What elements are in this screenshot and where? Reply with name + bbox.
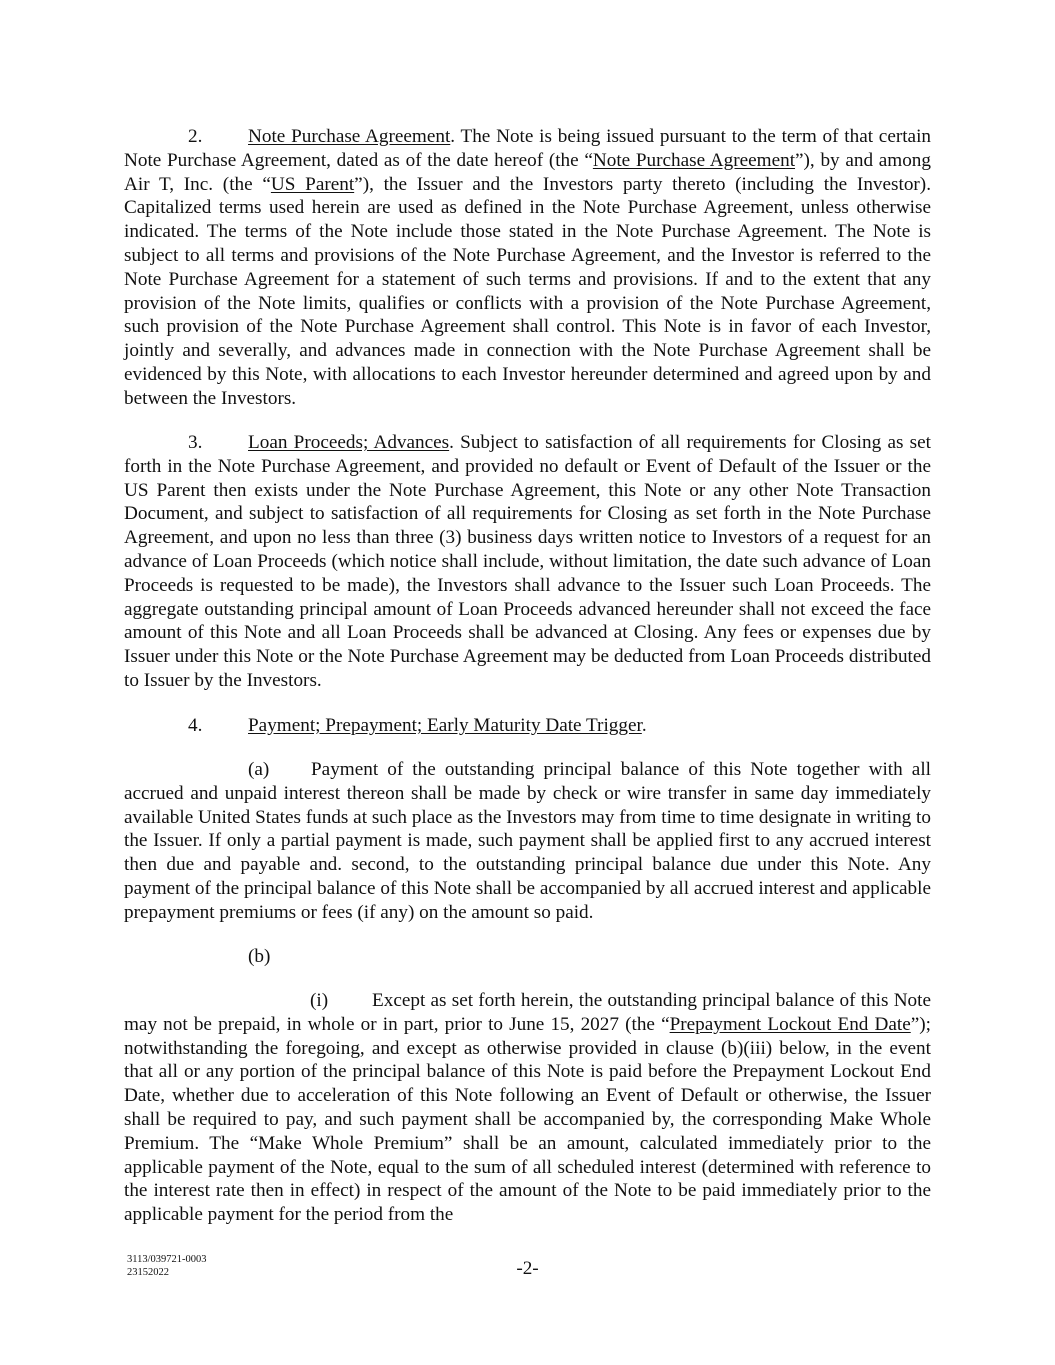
body-text: . [641,715,647,736]
section-number: 2. [188,126,203,147]
section-heading: Note Purchase Agreement [248,126,451,147]
body-text: ”); notwithstanding the foregoing, and except as otherwise provided in clause (b)(iii) below, in the event that all or any portion of the principal balance of this Note is paid before the Prepayment Lockout End Date, whether due to acceleration of this Note following an Event of Default or otherwise, the Issuer shall be required to pay, and such payment shall be accompanied by, the corresponding Make Whole Premium. The “Make Whole Premium” shall be an amount, calculated immediately prior to the applicable payment of the Note, equal to the sum of all scheduled interest (determined with reference to the interest rate then in effect) in respect of the amount of the Note to be paid immediately prior to the applicable payment for the period from the [124,1013,931,1226]
clause-4bi-paragraph [124,989,931,1227]
clause-4a-paragraph [124,758,931,925]
clause-4b-label-line [124,945,931,969]
clause-label: (b) [248,946,271,967]
body-text: Payment of the outstanding principal balance of this Note together with all accrued and unpaid interest thereon shall be made by check or wire transfer in same day immediately available United States funds at such place as the Investors may from time to time designate in writing to the Issuer. If only a partial payment is made, such payment shall be applied first to any accrued interest then due and payable and. second, to the outstanding principal balance due under this Note. Any payment of the principal balance of this Note shall be accompanied by all accrued interest and applicable prepayment premiums or fees (if any) on the amount so paid. [124,759,931,923]
defined-term: US Parent [270,173,355,195]
body-text: . The Note is being issued pursuant to the term of that certain Note Purchase Agreement, dated as of the date hereof (the “ [124,126,931,171]
body-text: ”), the Issuer and the Investors party thereto (including the Investor). Capitalized terms used herein are used as defined in the Note Purchase Agreement, unless otherwise indicated. The terms of the Note include those stated in the Note Purchase Agreement. The Note is subject to all terms and provisions of the Note Purchase Agreement, and the Investor is referred to the Note Purchase Agreement for a statement of such terms and provisions. If and to the extent that any provision of the Note limits, qualifies or conflicts with a provision of the Note Purchase Agreement, such provision of the Note Purchase Agreement shall control. This Note is in favor of each Investor, jointly and severally, and advances made in connection with the Note Purchase Agreement shall be evidenced by this Note, with allocations to each Investor hereunder determined and agreed upon by and between the Investors. [124,173,931,409]
section-3-paragraph [124,431,931,693]
section-heading: Payment; Prepayment; Early Maturity Date Trigger [248,715,642,736]
document-reference-line: 23152022 [127,1267,169,1278]
defined-term: Prepayment Lockout End Date [669,1013,911,1035]
section-number: 3. [188,432,203,453]
body-text: Except as set forth herein, the outstanding principal balance of this Note may not be prepaid, in whole or in part, prior to June 15, 2027 (the “ [124,990,931,1035]
section-heading: Loan Proceeds; Advances [248,432,450,453]
body-text: ”), by and among Air T, Inc. (the “ [124,149,931,195]
clause-label: (i) [310,990,329,1011]
document-reference-line: 3113/039721-0003 [127,1254,207,1265]
clause-label: (a) [248,759,270,780]
section-2-paragraph [124,125,931,411]
page-number: -2- [516,1258,539,1279]
section-number: 4. [188,715,203,736]
defined-term: Note Purchase Agreement [592,149,796,171]
body-text: . Subject to satisfaction of all requirements for Closing as set forth in the Note Purchase Agreement, and provided no default or Event of Default of the Issuer or the US Parent then exists under the Note Purchase Agreement, this Note or any other Note Transaction Document, and subject to satisfaction of all requirements for Closing as set forth in the Note Purchase Agreement, and upon no less than three (3) business days written notice to Investors of a request for an advance of Loan Proceeds (which notice shall include, without limitation, the date such advance of Loan Proceeds is requested to be made), the Investors shall advance to the Issuer such Loan Proceeds. The aggregate outstanding principal amount of Loan Proceeds advanced hereunder shall not exceed the face amount of this Note and all Loan Proceeds shall be advanced at Closing. Any fees or expenses due by Issuer under this Note or the Note Purchase Agreement may be deducted from Loan Proceeds distributed to Issuer by the Investors. [124,432,931,691]
section-4-heading-line [124,714,931,738]
